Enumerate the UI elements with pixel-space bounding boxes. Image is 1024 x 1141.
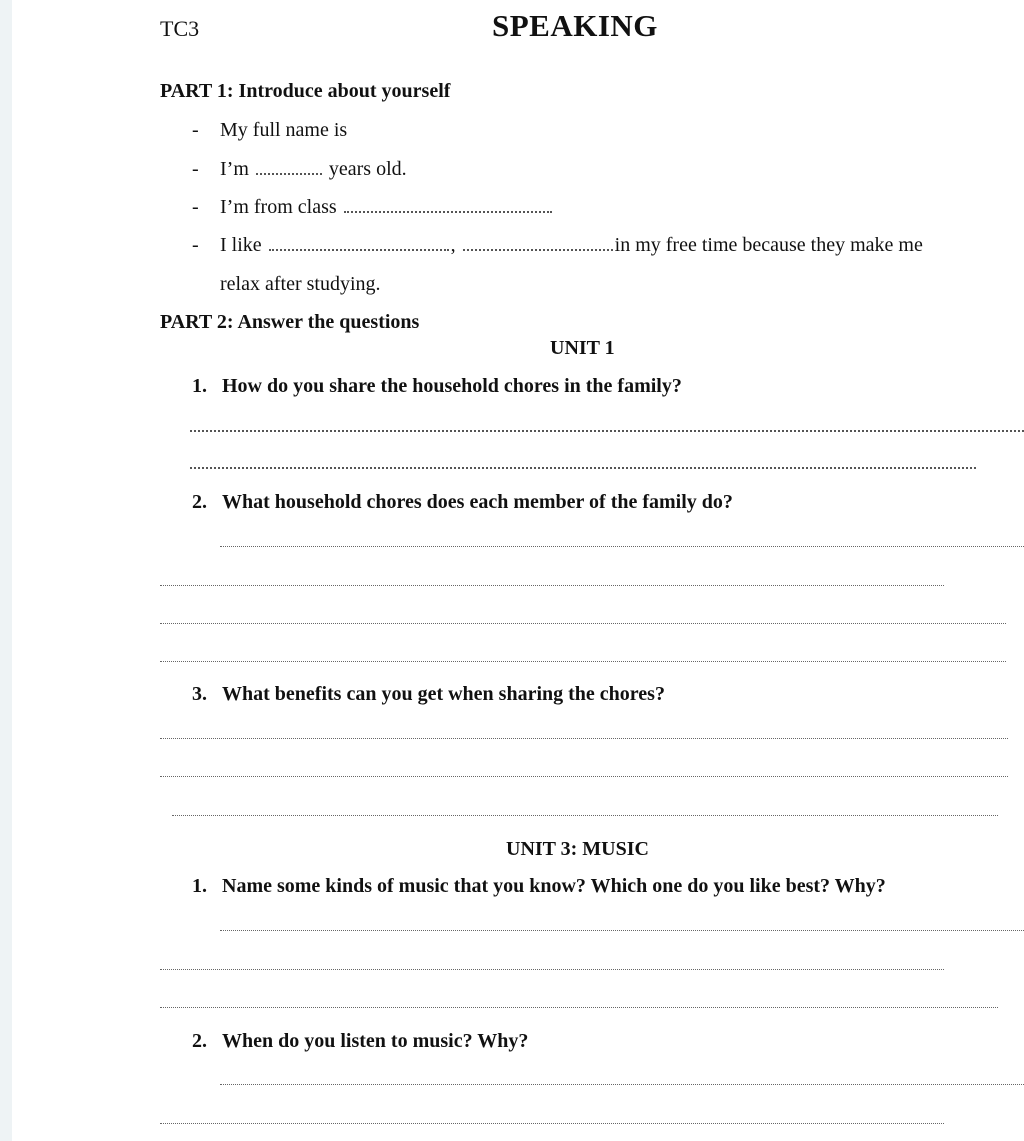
answer-line[interactable] xyxy=(220,1084,1024,1085)
question-number: 1. xyxy=(192,375,207,397)
unit1-title: UNIT 1 xyxy=(550,337,615,359)
hobby-blank-2[interactable] xyxy=(463,249,613,251)
hobby-suffix: in my free time because they make me xyxy=(614,234,923,256)
answer-line[interactable] xyxy=(160,1123,944,1124)
answer-line[interactable] xyxy=(160,969,944,970)
bullet-dash: - xyxy=(192,158,199,180)
answer-line[interactable] xyxy=(160,738,1008,739)
question-number: 2. xyxy=(192,491,207,513)
answer-line[interactable] xyxy=(220,930,1024,931)
full-name-line xyxy=(220,119,347,142)
page-title: SPEAKING xyxy=(492,8,658,43)
unit3-question-2: When do you listen to music? Why? xyxy=(222,1030,529,1052)
question-number: 2. xyxy=(192,1030,207,1052)
bullet-dash: - xyxy=(192,234,199,256)
answer-line[interactable] xyxy=(160,661,1006,662)
unit1-question-3: What benefits can you get when sharing the chores? xyxy=(222,683,665,705)
unit3-question-1: Name some kinds of music that you know? Which one do you like best? Why? xyxy=(222,875,886,897)
hobby-comma: , xyxy=(450,234,456,256)
answer-line[interactable] xyxy=(172,815,998,816)
hobby-line xyxy=(220,234,923,257)
class-line xyxy=(220,196,554,219)
hobby-continuation: relax after studying. xyxy=(220,273,381,295)
question-number: 1. xyxy=(192,875,207,897)
hobby-blank-1[interactable] xyxy=(269,249,449,251)
age-blank[interactable] xyxy=(256,173,322,175)
answer-line[interactable] xyxy=(220,546,1024,547)
class-code: TC3 xyxy=(160,16,200,41)
hobby-label: I like xyxy=(220,234,262,256)
unit1-question-2: What household chores does each member of the family do? xyxy=(222,491,733,513)
answer-line[interactable] xyxy=(190,467,976,469)
unit1-question-1: How do you share the household chores in the family? xyxy=(222,375,682,397)
class-label: I’m from class xyxy=(220,196,337,218)
answer-line[interactable] xyxy=(160,585,944,586)
age-label: I’m xyxy=(220,158,249,180)
answer-line[interactable] xyxy=(190,430,1024,432)
unit3-title: UNIT 3: MUSIC xyxy=(506,838,649,860)
question-number: 3. xyxy=(192,683,207,705)
bullet-dash: - xyxy=(192,196,199,218)
worksheet-page xyxy=(12,0,1024,1141)
full-name-label: My full name is xyxy=(220,119,348,141)
age-suffix: years old. xyxy=(328,158,407,180)
answer-line[interactable] xyxy=(160,1007,998,1008)
class-blank[interactable] xyxy=(344,211,552,213)
part1-heading: PART 1: Introduce about yourself xyxy=(160,80,451,102)
answer-line[interactable] xyxy=(160,776,1008,777)
part2-heading: PART 2: Answer the questions xyxy=(160,311,420,333)
answer-line[interactable] xyxy=(160,623,1006,624)
age-line xyxy=(220,158,407,181)
bullet-dash: - xyxy=(192,119,199,141)
